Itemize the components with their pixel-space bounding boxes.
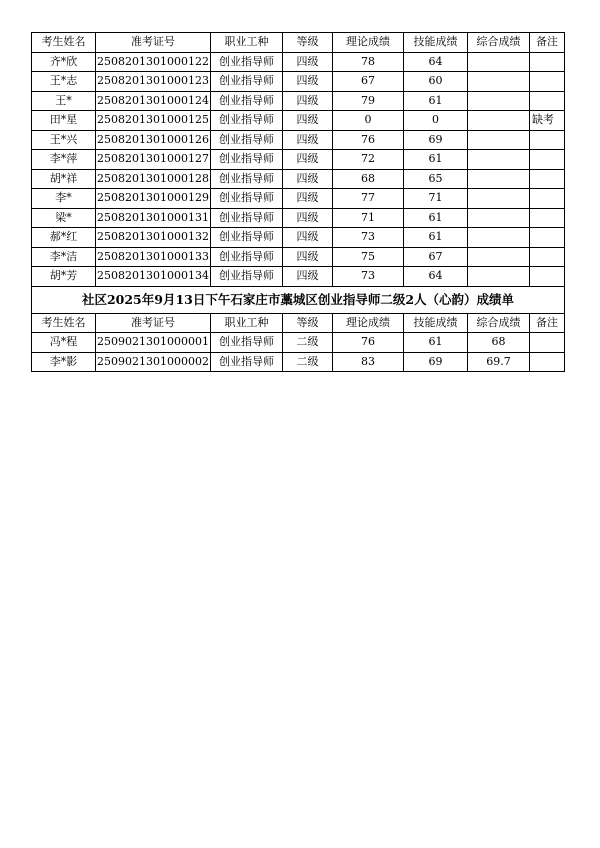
- exam-id-cell: 2508201301000129: [96, 189, 211, 209]
- job-cell: 创业指导师: [211, 208, 283, 228]
- column-header: 技能成绩: [404, 313, 468, 333]
- exam-id-cell: 2509021301000001: [96, 333, 211, 353]
- column-header: 备注: [530, 313, 565, 333]
- total-score-cell: [468, 130, 530, 150]
- note-cell: [530, 352, 565, 372]
- total-score-cell: [468, 91, 530, 111]
- theory-score-cell: 83: [333, 352, 404, 372]
- total-score-cell: [468, 150, 530, 170]
- column-header: 考生姓名: [32, 313, 96, 333]
- exam-id-cell: 2508201301000122: [96, 52, 211, 72]
- job-cell: 创业指导师: [211, 91, 283, 111]
- candidate-name-cell: 胡*祥: [32, 169, 96, 189]
- note-cell: [530, 91, 565, 111]
- exam-id-cell: 2508201301000126: [96, 130, 211, 150]
- total-score-cell: [468, 189, 530, 209]
- candidate-name-cell: 梁*: [32, 208, 96, 228]
- note-cell: [530, 228, 565, 248]
- job-cell: 创业指导师: [211, 111, 283, 131]
- exam-id-cell: 2508201301000123: [96, 72, 211, 92]
- skill-score-cell: 61: [404, 333, 468, 353]
- score-table: [31, 32, 565, 372]
- note-cell: 缺考: [530, 111, 565, 131]
- table-row: [32, 228, 565, 248]
- column-header: 等级: [283, 33, 333, 53]
- table-row: [32, 52, 565, 72]
- job-cell: 创业指导师: [211, 228, 283, 248]
- first-table-header-row: [32, 33, 565, 53]
- level-cell: 四级: [283, 52, 333, 72]
- level-cell: 四级: [283, 189, 333, 209]
- candidate-name-cell: 冯*程: [32, 333, 96, 353]
- skill-score-cell: 0: [404, 111, 468, 131]
- total-score-cell: [468, 228, 530, 248]
- level-cell: 四级: [283, 150, 333, 170]
- exam-id-cell: 2509021301000002: [96, 352, 211, 372]
- total-score-cell: [468, 267, 530, 287]
- job-cell: 创业指导师: [211, 169, 283, 189]
- skill-score-cell: 61: [404, 150, 468, 170]
- candidate-name-cell: 郝*红: [32, 228, 96, 248]
- level-cell: 四级: [283, 208, 333, 228]
- level-cell: 二级: [283, 352, 333, 372]
- job-cell: 创业指导师: [211, 189, 283, 209]
- total-score-cell: 69.7: [468, 352, 530, 372]
- exam-id-cell: 2508201301000132: [96, 228, 211, 248]
- candidate-name-cell: 齐*欣: [32, 52, 96, 72]
- column-header: 准考证号: [96, 313, 211, 333]
- column-header: 备注: [530, 33, 565, 53]
- theory-score-cell: 78: [333, 52, 404, 72]
- theory-score-cell: 71: [333, 208, 404, 228]
- candidate-name-cell: 胡*芳: [32, 267, 96, 287]
- theory-score-cell: 0: [333, 111, 404, 131]
- job-cell: 创业指导师: [211, 333, 283, 353]
- job-cell: 创业指导师: [211, 267, 283, 287]
- column-header: 综合成绩: [468, 313, 530, 333]
- level-cell: 四级: [283, 111, 333, 131]
- note-cell: [530, 150, 565, 170]
- table-row: [32, 150, 565, 170]
- exam-id-cell: 2508201301000131: [96, 208, 211, 228]
- level-cell: 四级: [283, 228, 333, 248]
- skill-score-cell: 64: [404, 52, 468, 72]
- job-cell: 创业指导师: [211, 52, 283, 72]
- score-sheet: [31, 32, 564, 372]
- theory-score-cell: 67: [333, 72, 404, 92]
- table-row: [32, 189, 565, 209]
- table-row: [32, 333, 565, 353]
- column-header: 准考证号: [96, 33, 211, 53]
- note-cell: [530, 333, 565, 353]
- skill-score-cell: 64: [404, 267, 468, 287]
- table-row: [32, 72, 565, 92]
- total-score-cell: [468, 111, 530, 131]
- skill-score-cell: 60: [404, 72, 468, 92]
- note-cell: [530, 208, 565, 228]
- column-header: 技能成绩: [404, 33, 468, 53]
- total-score-cell: [468, 247, 530, 267]
- candidate-name-cell: 李*: [32, 189, 96, 209]
- candidate-name-cell: 王*志: [32, 72, 96, 92]
- candidate-name-cell: 李*洁: [32, 247, 96, 267]
- table-row: [32, 111, 565, 131]
- candidate-name-cell: 王*: [32, 91, 96, 111]
- table-row: [32, 91, 565, 111]
- total-score-cell: 68: [468, 333, 530, 353]
- table-row: [32, 130, 565, 150]
- note-cell: [530, 52, 565, 72]
- table-row: [32, 208, 565, 228]
- note-cell: [530, 72, 565, 92]
- second-table-header-row: [32, 313, 565, 333]
- total-score-cell: [468, 169, 530, 189]
- note-cell: [530, 189, 565, 209]
- theory-score-cell: 76: [333, 333, 404, 353]
- note-cell: [530, 247, 565, 267]
- total-score-cell: [468, 72, 530, 92]
- note-cell: [530, 130, 565, 150]
- skill-score-cell: 67: [404, 247, 468, 267]
- note-cell: [530, 169, 565, 189]
- job-cell: 创业指导师: [211, 352, 283, 372]
- level-cell: 四级: [283, 267, 333, 287]
- job-cell: 创业指导师: [211, 247, 283, 267]
- skill-score-cell: 69: [404, 130, 468, 150]
- table-row: [32, 247, 565, 267]
- skill-score-cell: 61: [404, 228, 468, 248]
- theory-score-cell: 79: [333, 91, 404, 111]
- total-score-cell: [468, 208, 530, 228]
- theory-score-cell: 73: [333, 228, 404, 248]
- column-header: 理论成绩: [333, 33, 404, 53]
- candidate-name-cell: 田*星: [32, 111, 96, 131]
- candidate-name-cell: 王*兴: [32, 130, 96, 150]
- section-title-row: [32, 286, 565, 313]
- theory-score-cell: 68: [333, 169, 404, 189]
- table-row: [32, 352, 565, 372]
- job-cell: 创业指导师: [211, 72, 283, 92]
- exam-id-cell: 2508201301000127: [96, 150, 211, 170]
- column-header: 等级: [283, 313, 333, 333]
- theory-score-cell: 77: [333, 189, 404, 209]
- level-cell: 四级: [283, 247, 333, 267]
- column-header: 考生姓名: [32, 33, 96, 53]
- theory-score-cell: 76: [333, 130, 404, 150]
- total-score-cell: [468, 52, 530, 72]
- exam-id-cell: 2508201301000133: [96, 247, 211, 267]
- job-cell: 创业指导师: [211, 150, 283, 170]
- column-header: 综合成绩: [468, 33, 530, 53]
- note-cell: [530, 267, 565, 287]
- exam-id-cell: 2508201301000134: [96, 267, 211, 287]
- level-cell: 四级: [283, 130, 333, 150]
- skill-score-cell: 71: [404, 189, 468, 209]
- skill-score-cell: 61: [404, 91, 468, 111]
- skill-score-cell: 69: [404, 352, 468, 372]
- column-header: 职业工种: [211, 33, 283, 53]
- level-cell: 四级: [283, 72, 333, 92]
- table-row: [32, 169, 565, 189]
- skill-score-cell: 61: [404, 208, 468, 228]
- theory-score-cell: 73: [333, 267, 404, 287]
- column-header: 理论成绩: [333, 313, 404, 333]
- column-header: 职业工种: [211, 313, 283, 333]
- theory-score-cell: 72: [333, 150, 404, 170]
- exam-id-cell: 2508201301000125: [96, 111, 211, 131]
- theory-score-cell: 75: [333, 247, 404, 267]
- level-cell: 二级: [283, 333, 333, 353]
- job-cell: 创业指导师: [211, 130, 283, 150]
- exam-id-cell: 2508201301000124: [96, 91, 211, 111]
- level-cell: 四级: [283, 91, 333, 111]
- section-title: 社区2025年9月13日下午石家庄市藁城区创业指导师二级2人（心韵）成绩单: [32, 286, 565, 313]
- level-cell: 四级: [283, 169, 333, 189]
- candidate-name-cell: 李*萍: [32, 150, 96, 170]
- table-row: [32, 267, 565, 287]
- exam-id-cell: 2508201301000128: [96, 169, 211, 189]
- candidate-name-cell: 李*影: [32, 352, 96, 372]
- skill-score-cell: 65: [404, 169, 468, 189]
